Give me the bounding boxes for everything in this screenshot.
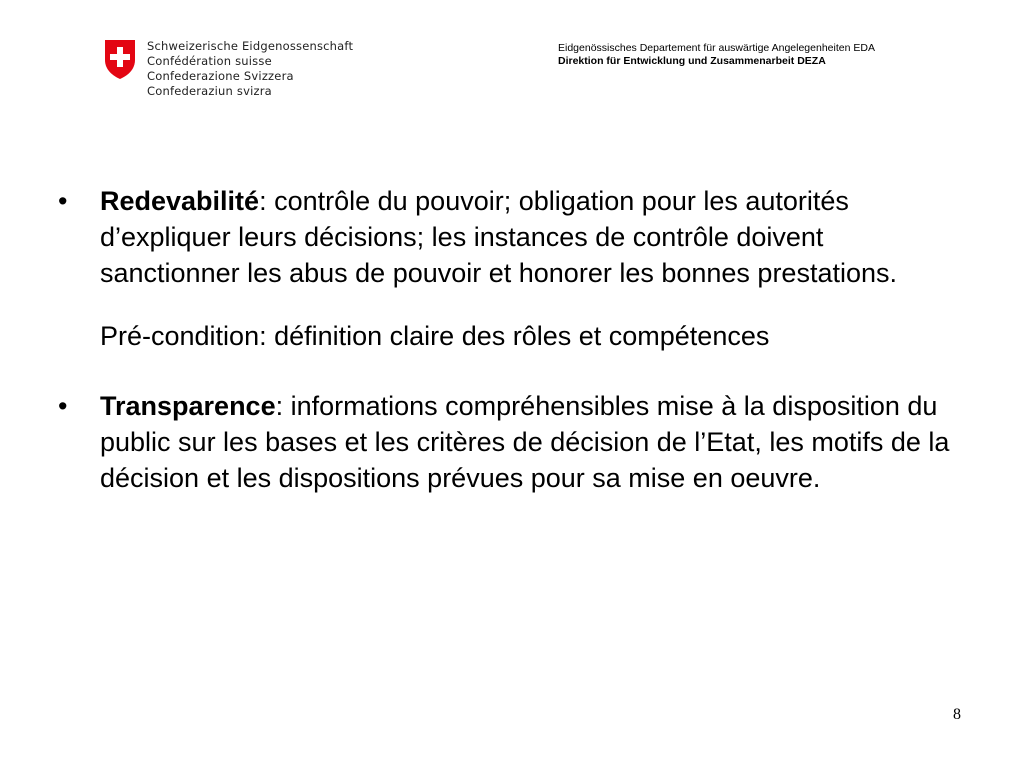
swiss-federal-logo (103, 38, 353, 99)
logo-line-rm: Confederaziun svizra (147, 84, 272, 98)
bullet-description: : contrôle du pouvoir; obligation pour les autorités d’expliquer leurs décisions; les instances de contrôle doivent sanctionner les abus de pouvoir et honorer les bonnes prestations. (100, 186, 898, 288)
logo-line-fr: Confédération suisse (147, 54, 272, 68)
swiss-shield-icon (103, 38, 137, 80)
page-number: 8 (953, 706, 961, 723)
bullet-term: Redevabilité (100, 186, 260, 216)
logo-wordmark (147, 39, 353, 99)
directorate-name: Direktion für Entwicklung und Zusammenarbeit DEZA (558, 55, 826, 67)
bullet-text (100, 183, 968, 291)
bullet-text (100, 388, 968, 496)
bullet-glyph: • (58, 186, 68, 216)
precondition-line: Pré-condition: définition claire des rôles et compétences (100, 321, 770, 351)
bullet-item-redevabilite (58, 183, 968, 291)
bullet-glyph: • (58, 391, 68, 421)
bullet-item-transparence (58, 388, 968, 496)
slide-body (58, 183, 968, 496)
bullet-term: Transparence (100, 391, 276, 421)
logo-line-it: Confederazione Svizzera (147, 69, 294, 83)
department-name: Eidgenössisches Departement für auswärtige Angelegenheiten EDA (558, 42, 875, 54)
bullet-description: : informations compréhensibles mise à la disposition du public sur les bases et les critères de décision de l’Etat, les motifs de la décision et les dispositions prévues pour sa mise en oeuvre. (100, 391, 950, 493)
logo-line-de: Schweizerische Eidgenossenschaft (147, 39, 354, 53)
department-header (558, 42, 875, 68)
